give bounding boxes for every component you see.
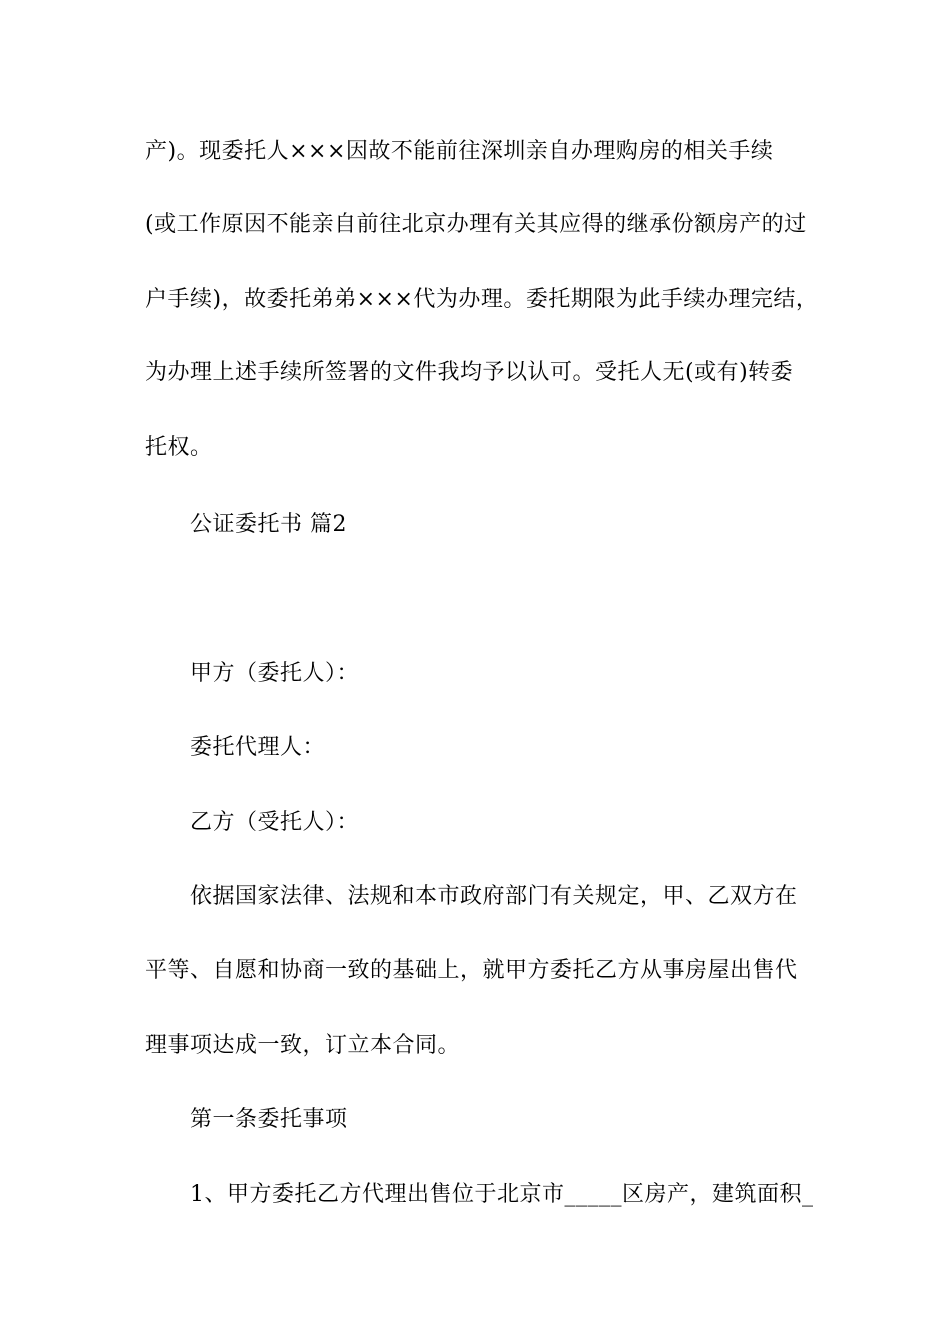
paragraph-line: 托权。 <box>145 435 213 460</box>
paragraph-line: 平等、自愿和协商一致的基础上，就甲方委托乙方从事房屋出售代 <box>145 958 798 983</box>
article-heading: 第一条委托事项 <box>190 1107 348 1132</box>
party-b-label: 乙方（受托人）： <box>190 810 360 835</box>
paragraph-line: (或工作原因不能亲自前往北京办理有关其应得的继承份额房产的过 <box>145 212 807 237</box>
section-heading: 公证委托书 篇2 <box>190 512 347 537</box>
paragraph-line: 为办理上述手续所签署的文件我均予以认可。受托人无(或有)转委 <box>145 360 794 385</box>
paragraph-line: 依据国家法律、法规和本市政府部门有关规定，甲、乙双方在 <box>190 884 798 909</box>
paragraph-line: 理事项达成一致，订立本合同。 <box>145 1033 461 1058</box>
party-a-label: 甲方（委托人）： <box>190 661 360 686</box>
paragraph-line: 1、甲方委托乙方代理出售位于北京市_____区房产，建筑面积_ <box>190 1182 814 1207</box>
paragraph-line: 产)。现委托人×××因故不能前往深圳亲自办理购房的相关手续 <box>145 139 774 164</box>
paragraph-line: 户手续)，故委托弟弟×××代为办理。委托期限为此手续办理完结， <box>145 287 819 312</box>
agent-label: 委托代理人： <box>190 735 326 760</box>
